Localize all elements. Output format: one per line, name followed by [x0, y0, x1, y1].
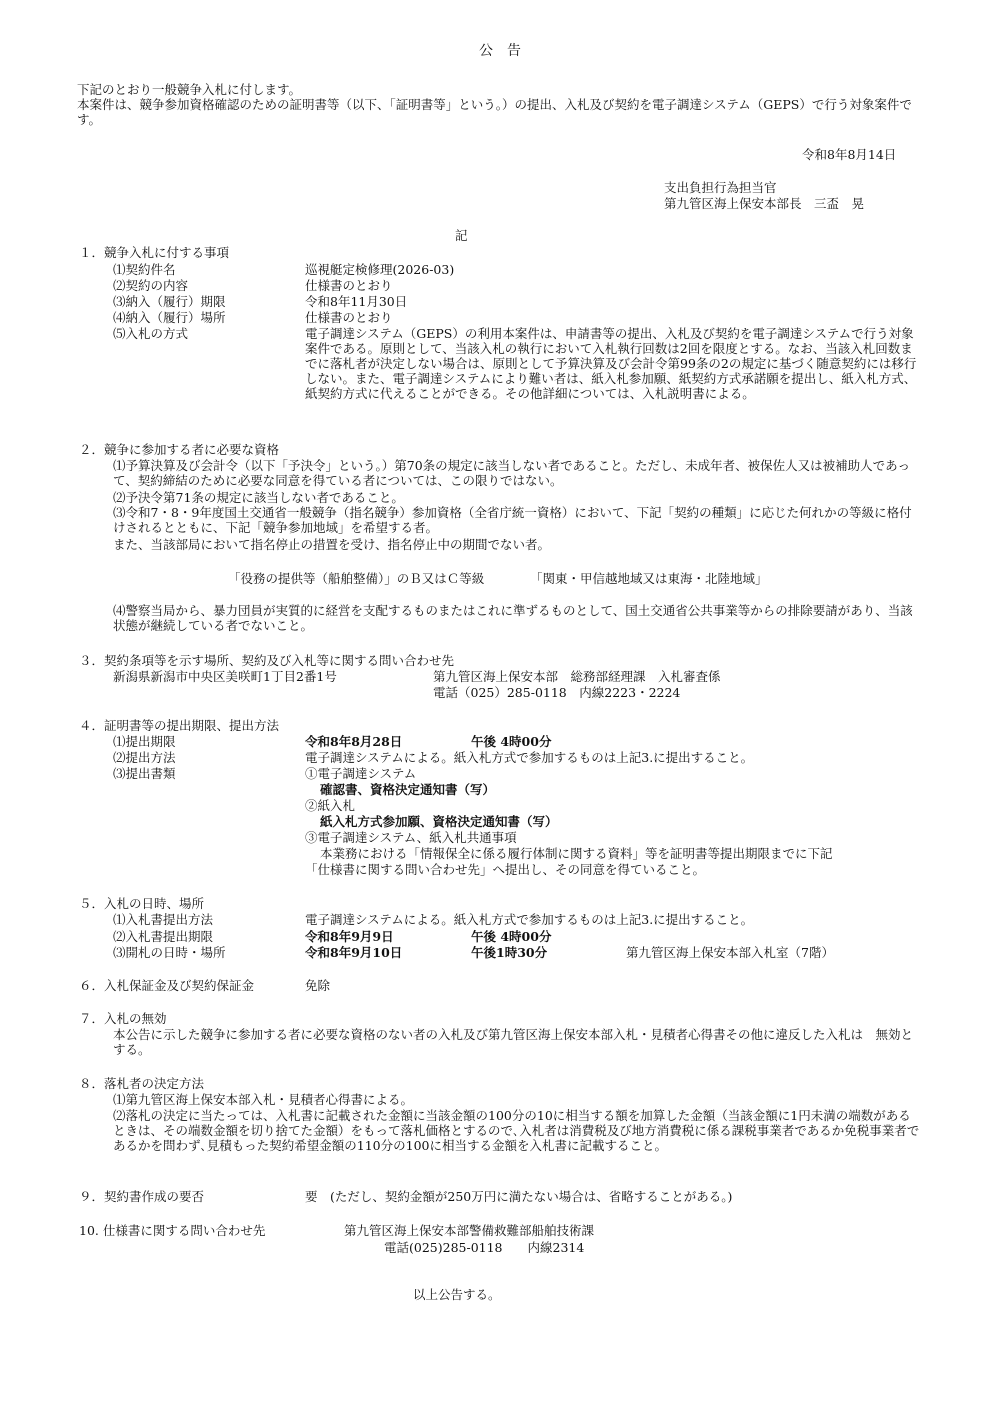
intro	[77, 82, 927, 127]
contract-name: 巡視艇定検修理(2026-03)	[305, 262, 455, 277]
bidding-method: 電子調達システム（GEPS）の利用本案件は、申請書等の提出、入札及び契約を電子調達システムで行う対象案件である。原則として、当該入札の執行において入札執行回数は2回を限度とする。なお、当該入札回数までに落札者が決定しない場合は、原則として予算決算及び会計令第99条の2の規定に基づく随意契約には移行しない。また、電子調達システムにより難い者は、紙入札参加願、紙契約方式承諾願を提出し、紙入札方式、紙契約方式に代えることができる。その他詳細については、入札説明書による。	[305, 326, 917, 401]
item-label: ⑵入札書提出期限	[113, 929, 214, 944]
section-2-heading: ２．競争に参加する者に必要な資格	[79, 442, 280, 457]
delivery-deadline: 令和8年11月30日	[305, 294, 408, 309]
contact-phone: 電話（025）285-0118 内線2223・2224	[433, 685, 681, 700]
award-method-1: ⑴第九管区海上保安本部入札・見積者心得書による。	[113, 1092, 414, 1107]
deposit-value: 免除	[305, 978, 331, 993]
certificate-deadline-time: 午後 4時00分	[471, 734, 552, 749]
item-label: ⑴提出期限	[113, 734, 176, 749]
item-label: ⑷納入（履行）場所	[113, 310, 226, 325]
opening-time: 午後1時30分	[471, 945, 548, 960]
ki-mark: 記	[455, 228, 468, 243]
bid-deadline-date: 令和8年9月9日	[305, 929, 394, 944]
qualification-1: ⑴予算決算及び会計令（以下「予決令」という。）第70条の規定に該当しない者であること。ただし、未成年者、被保佐人又は被補助人であって、契約締結のために必要な同意を得ている者については、この限りではない。	[113, 458, 911, 488]
notice-date: 令和8年8月14日	[802, 147, 897, 162]
contact-address: 新潟県新潟市中央区美咲町1丁目2番1号	[113, 669, 337, 684]
qualification-2: ⑵予決令第71条の規定に該当しない者であること。	[113, 490, 404, 505]
qualification-3b: また、当該部局において指名停止の措置を受け、指名停止中の期間でない者。	[113, 537, 551, 552]
issuer-name: 第九管区海上保安本部長 三盃 晃	[664, 196, 865, 211]
certificate-method: 電子調達システムによる。紙入札方式で参加するものは上記3.に提出すること。	[305, 750, 754, 765]
bid-method: 電子調達システムによる。紙入札方式で参加するものは上記3.に提出すること。	[305, 912, 754, 927]
docs-paper-heading: ②紙入札	[305, 798, 356, 813]
section-9-heading: ９．契約書作成の要否	[79, 1189, 205, 1204]
contract-document-required: 要 (ただし、契約金額が250万円に満たない場合は、省略することがある。)	[305, 1189, 733, 1204]
docs-electronic-list: 確認書、資格決定通知書（写）	[320, 782, 496, 797]
intro-line-2: 本案件は、競争参加資格確認のための証明書等（以下、「証明書等」という。）の提出、入札及び契約を電子調達システム（GEPS）で行う対象案件です。	[77, 97, 912, 127]
contact-office: 第九管区海上保安本部 総務部経理課 入札審査係	[433, 669, 721, 684]
issuer-title: 支出負担行為担当官	[664, 180, 777, 195]
spec-contact-office: 第九管区海上保安本部警備救難部船舶技術課	[344, 1223, 595, 1238]
item-label: ⑸入札の方式	[113, 326, 189, 341]
item-label: ⑵契約の内容	[113, 278, 189, 293]
section-10-heading: 10. 仕様書に関する問い合わせ先	[79, 1223, 266, 1238]
contract-grade: 「役務の提供等（船舶整備）」のＢ又はＣ等級	[228, 571, 485, 586]
spec-contact-phone: 電話(025)285-0118 内線2314	[384, 1240, 585, 1255]
delivery-place: 仕様書のとおり	[305, 310, 393, 325]
item-label: ⑴契約件名	[113, 262, 176, 277]
qualification-3: ⑶令和7・8・9年度国土交通省一般競争（指名競争）参加資格（全省庁統一資格）において、下記「契約の種類」に応じた何れかの等級に格付けされるとともに、下記「競争参加地域」を希望する者。	[113, 505, 912, 535]
opening-place: 第九管区海上保安本部入札室（7階）	[626, 945, 834, 960]
page-title: 公 告	[479, 43, 521, 59]
certificate-deadline-date: 令和8年8月28日	[305, 734, 403, 749]
participation-region: 「関東・甲信越地域又は東海・北陸地域」	[530, 571, 768, 586]
item-label: ⑵提出方法	[113, 750, 176, 765]
award-method-2: ⑵落札の決定に当たっては、入札書に記載された金額に当該金額の100分の10に相当する額を加算した金額（当該金額に1円未満の端数があるときは、その端数金額を切り捨てた金額）をもって落札価格とするので､入札者は消費税及び地方消費税に係る課税事業者であるか免税事業者であるかを問わず､見積もった契約希望金額の110分の100に相当する金額を入札書に記載すること。	[113, 1108, 920, 1153]
section-7-heading: ７．入札の無効	[79, 1011, 167, 1026]
item-label: ⑴入札書提出方法	[113, 912, 214, 927]
section-5-heading: ５．入札の日時、場所	[79, 896, 205, 911]
opening-date: 令和8年9月10日	[305, 945, 403, 960]
section-4-heading: ４．証明書等の提出期限、提出方法	[79, 718, 280, 733]
closing-statement: 以上公告する。	[413, 1287, 501, 1302]
intro-line-1: 下記のとおり一般競争入札に付します。	[77, 82, 302, 97]
docs-paper-list: 紙入札方式参加願、資格決定通知書（写）	[320, 814, 558, 829]
docs-common-body-2: 「仕様書に関する問い合わせ先」へ提出し、その同意を得ていること。	[305, 862, 706, 877]
qualification-4: ⑷警察当局から、暴力団員が実質的に経営を支配するものまたはこれに準ずるものとして、国土交通省公共事業等からの排除要請があり、当該状態が継続している者でないこと。	[113, 603, 913, 633]
bid-deadline-time: 午後 4時00分	[471, 929, 552, 944]
docs-common-body-1: 本業務における「情報保全に係る履行体制に関する資料」等を証明書等提出期限までに下記	[320, 846, 833, 861]
item-label: ⑶開札の日時・場所	[113, 945, 226, 960]
contract-content: 仕様書のとおり	[305, 278, 393, 293]
item-label: ⑶提出書類	[113, 766, 176, 781]
section-3-heading: ３．契約条項等を示す場所、契約及び入札等に関する問い合わせ先	[79, 653, 455, 668]
invalid-bid-body: 本公告に示した競争に参加する者に必要な資格のない者の入札及び第九管区海上保安本部入札・見積者心得書その他に違反した入札は 無効とする。	[113, 1027, 914, 1057]
docs-common-heading: ③電子調達システム、紙入札共通事項	[305, 830, 517, 845]
section-1-heading: １．競争入札に付する事項	[79, 245, 230, 260]
item-label: ⑶納入（履行）期限	[113, 294, 226, 309]
section-6-heading: ６．入札保証金及び契約保証金	[79, 978, 255, 993]
docs-electronic-heading: ①電子調達システム	[305, 766, 417, 781]
section-8-heading: ８．落札者の決定方法	[79, 1076, 205, 1091]
